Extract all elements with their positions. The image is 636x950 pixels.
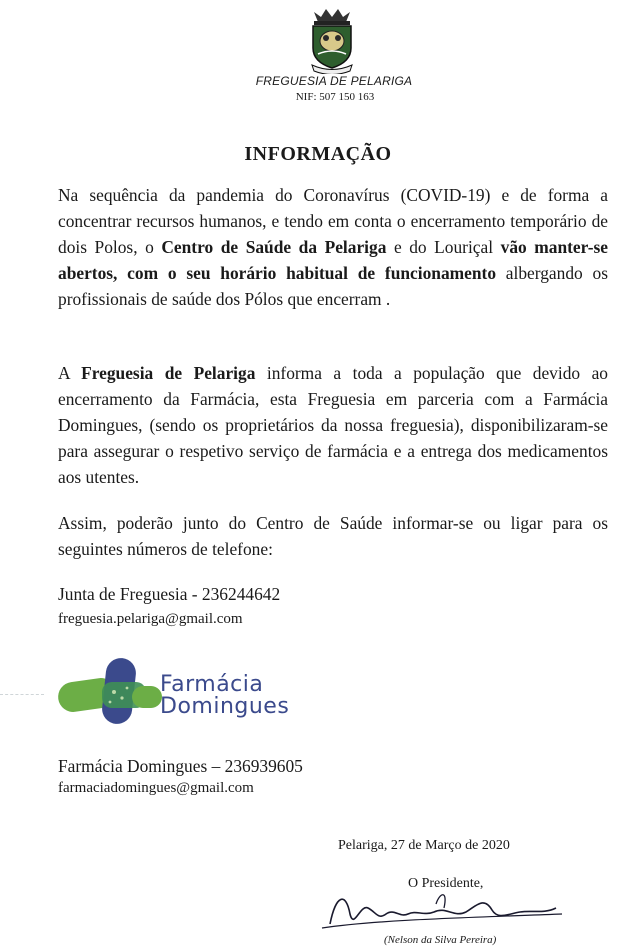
president-signature bbox=[316, 884, 568, 936]
document-date: Pelariga, 27 de Março de 2020 bbox=[338, 838, 510, 853]
logo-text-farmacia: Farmácia bbox=[160, 672, 264, 697]
pharmacy-phone: Farmácia Domingues – 236939605 bbox=[58, 756, 303, 776]
president-title: O Presidente, bbox=[408, 876, 484, 891]
paragraph-phone-intro: Assim, poderão junto do Centro de Saúde informar-se ou ligar para os seguintes números de telefone: bbox=[58, 513, 608, 559]
organization-name: FREGUESIA DE PELARIGA bbox=[255, 74, 413, 88]
paragraph-health-center: Na sequência da pandemia do Coronavírus (COVID-19) e de forma a concentrar recursos humanos, e tendo em conta o encerramento temporário de dois Polos, o Centro de Saúde da Pelariga e do Louriçal vão manter-se abertos, com o seu horário habitual de funcionamento albergando os profissionais de saúde dos Pólos que encerram . bbox=[58, 185, 608, 309]
president-name: (Nelson da Silva Pereira) bbox=[384, 934, 497, 946]
document-title: INFORMAÇÃO bbox=[244, 143, 392, 165]
junta-email: freguesia.pelariga@gmail.com bbox=[58, 611, 243, 627]
logo-text-domingues: Domingues bbox=[160, 694, 290, 719]
pharmacy-email: farmaciadomingues@gmail.com bbox=[58, 780, 254, 796]
tax-id: NIF: 507 150 163 bbox=[295, 91, 375, 103]
junta-phone: Junta de Freguesia - 236244642 bbox=[58, 584, 281, 604]
logo-right-arm bbox=[132, 686, 162, 708]
paragraph-pharmacy: A Freguesia de Pelariga informa a toda a população que devido ao encerramento da Farmácia, esta Freguesia em parceria com a Farmácia Domingues, (sendo os proprietários da nossa freguesia), disponibilizaram-se para assegurar o respetivo serviço de farmácia e a entrega dos medicamentos aos utentes. bbox=[58, 363, 609, 487]
parish-coat-of-arms bbox=[304, 8, 356, 74]
